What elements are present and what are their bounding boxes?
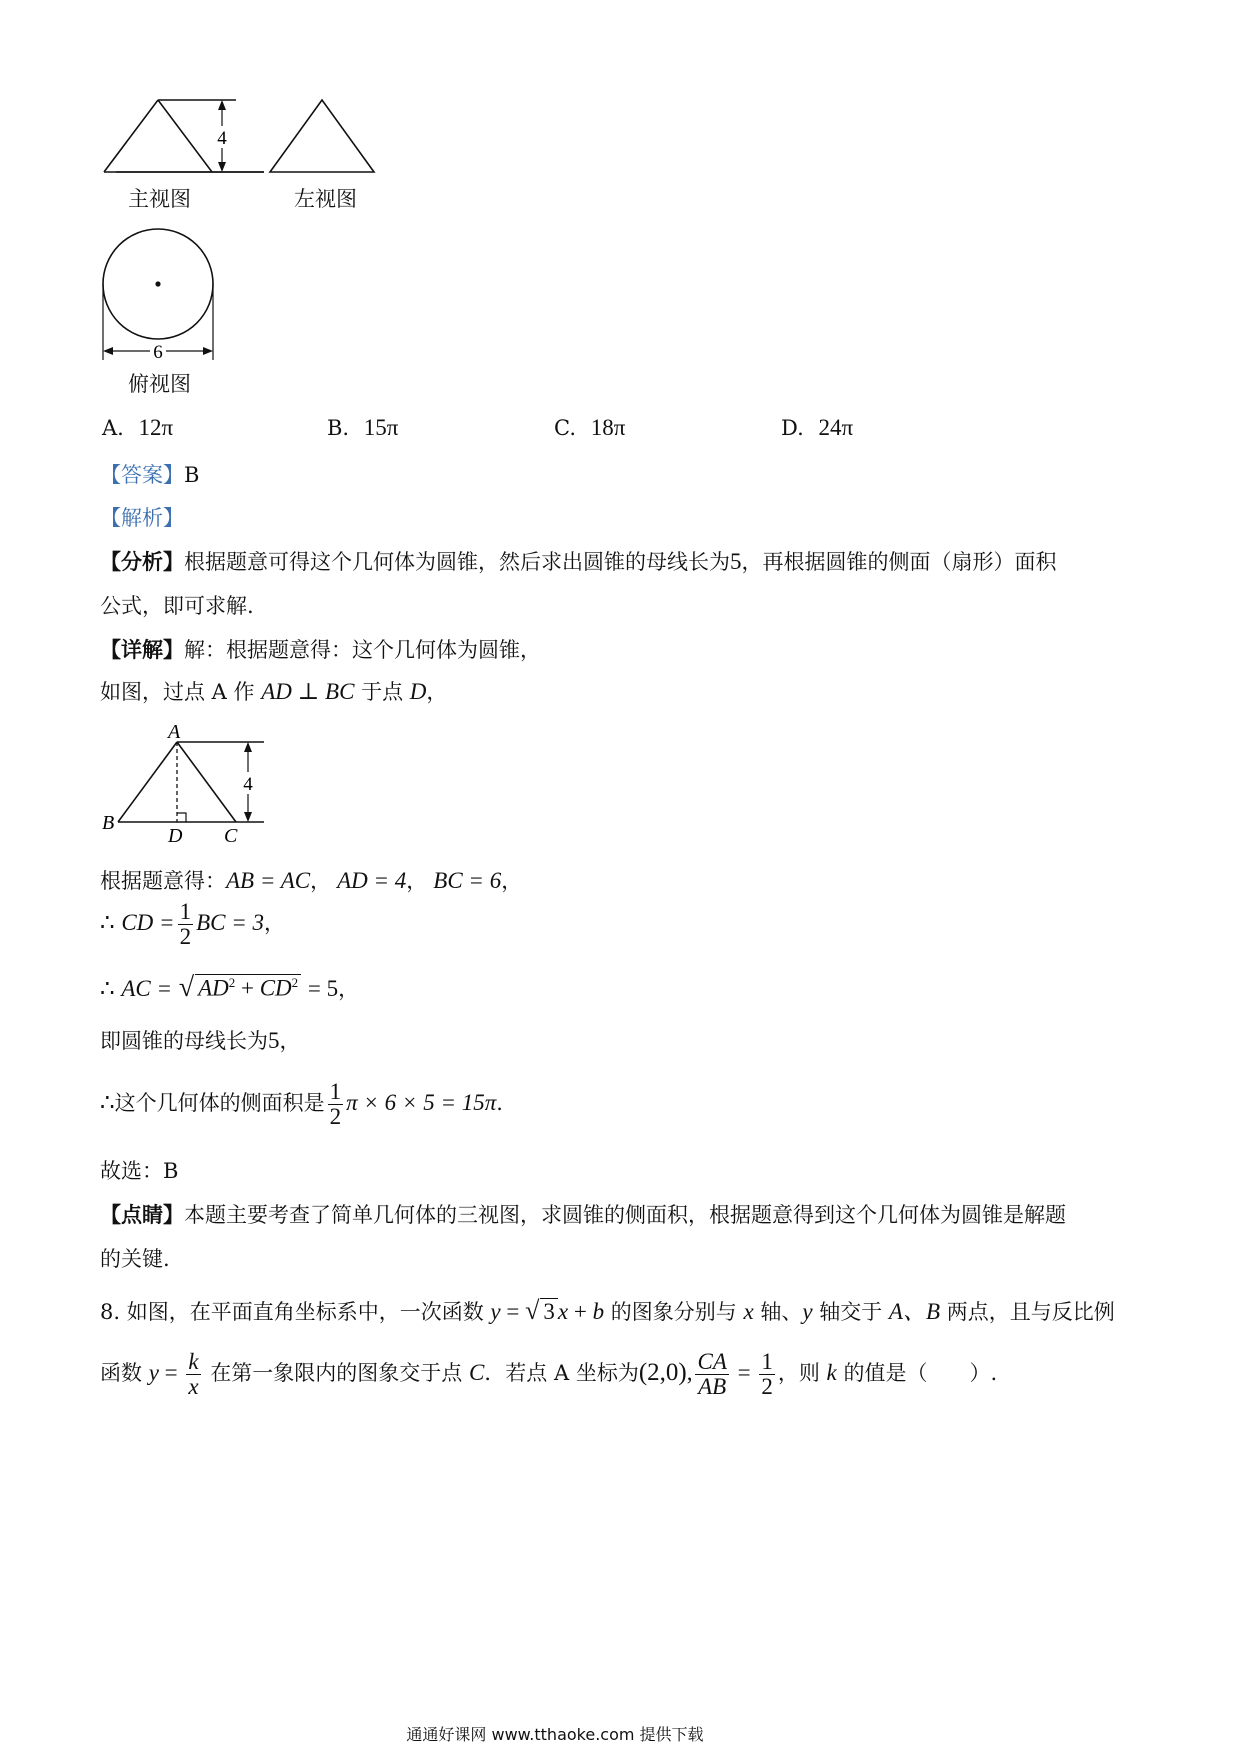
comment-tag: 【点睛】	[100, 1202, 184, 1227]
choice-b[interactable]	[327, 415, 398, 441]
choose-line: 故选：B	[100, 1159, 179, 1183]
vertex-b-label: B	[102, 812, 115, 834]
lateral-line: ∴这个几何体的侧面积是 $\frac{1}{2}$ π × 6 × 5 = 15π.	[100, 1079, 503, 1129]
ac-lhs: AC =	[121, 976, 172, 1001]
detail-text-2c: ，	[426, 680, 448, 704]
front-view-figure	[100, 100, 280, 190]
q8-text-2d: ．若点 A 坐标为	[484, 1361, 639, 1385]
q8-eq: =	[500, 1299, 526, 1324]
given-text: 根据题意得：	[100, 869, 226, 893]
comment-line-2: 的关键.	[100, 1247, 170, 1271]
given-line: 根据题意得：AB = AC， AD = 4， BC = 6，	[100, 868, 523, 893]
choice-a[interactable]	[102, 415, 173, 441]
choice-b-letter: B.	[327, 416, 350, 440]
triangle-height-label: 4	[243, 774, 253, 795]
slant-text: 即圆锥的母线长为	[100, 1029, 268, 1053]
given-eq2: AD = 4	[337, 868, 407, 893]
therefore-2: ∴	[100, 976, 115, 1001]
detail-line-2	[100, 676, 447, 706]
detail-text-1: 解：根据题意得：这个几何体为圆锥，	[184, 638, 541, 662]
lateral-half-den: 2	[329, 1104, 342, 1129]
q8-line-1: 8. 如图，在平面直角坐标系中，一次函数 y = √ 3 x + b 的图象分别与 x 轴、y 轴交于 A、B 两点，且与反比例	[100, 1296, 1115, 1325]
front-view-label: 主视图	[128, 187, 191, 211]
q8-text-2b: 在第一象限内的图象交于点	[203, 1361, 469, 1385]
detail-line-1	[100, 634, 541, 664]
comment-line-1	[100, 1199, 1066, 1229]
detail-perp: ⊥	[291, 679, 326, 704]
analysis-text-1b: ，再根据圆锥的侧面（扇形）面积	[741, 550, 1057, 574]
ac-rhs: = 5	[307, 976, 339, 1001]
vertex-a-label: A	[168, 721, 181, 743]
height-label-front: 4	[217, 128, 227, 149]
detail-bc: BC	[325, 679, 355, 704]
half-num: 1	[179, 899, 192, 924]
detail-text-2b: 于点	[354, 680, 410, 704]
choice-c-letter: C.	[554, 416, 576, 440]
ac-ad: AD	[198, 976, 229, 1001]
detail-ad: AD	[261, 679, 292, 704]
left-view-label: 左视图	[294, 187, 357, 211]
q8-frac-x: x	[188, 1374, 199, 1399]
q8-text-1d: 轴交于	[812, 1300, 889, 1324]
answer-line	[100, 459, 199, 489]
vertex-c-label: C	[224, 825, 238, 847]
q8-comma: ,	[686, 1360, 693, 1385]
lateral-text: 这个几何体的侧面积是	[114, 1091, 325, 1115]
choice-d-letter: D.	[781, 416, 804, 440]
ac-plus: +	[235, 976, 260, 1001]
given-eq1: AB = AC	[226, 868, 311, 893]
choice-d-value: 24π	[818, 415, 854, 440]
choice-c-value: 18π	[590, 415, 626, 440]
q8-point-c: C	[468, 1360, 485, 1385]
width-label-top: 6	[153, 342, 163, 363]
therefore-1: ∴	[100, 910, 115, 935]
analysis-line-2: 公式，即可求解.	[100, 594, 254, 618]
comment-text-1: 本题主要考查了简单几何体的三视图，求圆锥的侧面积，根据题意得到这个几何体为圆锥是解题	[184, 1203, 1066, 1227]
q8-ratio-eq: =	[731, 1360, 757, 1385]
half-den: 2	[179, 924, 192, 949]
q8-ratio-num: 1	[761, 1349, 773, 1374]
lateral-half-num: 1	[329, 1079, 342, 1104]
q8-ab: A、B	[888, 1299, 941, 1324]
q8-text-1e: 两点，且与反比例	[940, 1300, 1115, 1324]
analysis-num: 5	[730, 549, 742, 574]
detail-tag: 【详解】	[100, 637, 184, 662]
choice-b-value: 15π	[363, 415, 399, 440]
answer-tag: 【答案】	[100, 463, 184, 487]
lateral-expr: π × 6 × 5 = 15π	[346, 1090, 497, 1115]
top-view-figure	[100, 228, 220, 363]
lateral-fraction	[328, 1080, 344, 1129]
analysis-line-1	[100, 546, 1057, 576]
q8-k: k	[826, 1360, 837, 1385]
choice-c[interactable]	[554, 415, 625, 441]
q8-b: b	[592, 1299, 605, 1324]
q8-plus: +	[568, 1299, 593, 1324]
ac-radicand	[195, 974, 301, 1002]
q8-k-over-x	[186, 1350, 200, 1399]
choice-a-value: 12π	[138, 415, 174, 440]
sq-2: 2	[291, 975, 299, 991]
cd-line: ∴ CD = $\frac{1}{2}$ BC = 3，	[100, 899, 285, 949]
q8-x: x	[557, 1299, 569, 1324]
ac-line: ∴ AC = √ $AD^2 + CD^2 = 5$，	[100, 972, 360, 1003]
q8-text-1b: 的图象分别与	[604, 1300, 744, 1324]
left-view-figure	[268, 100, 378, 175]
q8-frac-k: k	[188, 1349, 199, 1374]
analysis-tag: 【解析】	[100, 506, 184, 530]
q8-frac-ab: AB	[698, 1374, 727, 1399]
answer-value: B	[184, 463, 200, 487]
top-view-label: 俯视图	[128, 372, 191, 396]
ac-cd: CD	[259, 976, 292, 1001]
slant-num: 5	[268, 1028, 280, 1053]
vertex-d-label: D	[168, 825, 183, 847]
half-fraction	[178, 900, 194, 949]
q8-half	[759, 1350, 775, 1399]
q8-text-1c: 轴、	[753, 1300, 803, 1324]
footer-text[interactable]: 通通好课网 www.tthaoke.com 提供下载	[406, 1725, 704, 1744]
q8-yaxis: y	[802, 1299, 813, 1324]
q8-line-2	[100, 1350, 997, 1399]
given-eq3: BC = 6	[433, 868, 502, 893]
q8-coord: (2,0)	[638, 1359, 687, 1386]
analysis-text-1a: 根据题意可得这个几何体为圆锥，然后求出圆锥的母线长为	[184, 550, 730, 574]
detail-text-2a: 如图，过点 A 作	[100, 680, 262, 704]
slant-line	[100, 1025, 301, 1055]
slant-text-b: ，	[279, 1029, 301, 1053]
q8-frac-ca: CA	[697, 1349, 727, 1374]
q8-func-eq: =	[158, 1360, 184, 1385]
cd-rhs: BC = 3	[196, 910, 264, 935]
q8-func-y: y	[148, 1360, 159, 1385]
q8-text-1a: 8. 如图，在平面直角坐标系中，一次函数	[100, 1300, 491, 1324]
q8-text-2e: ，则	[777, 1361, 827, 1385]
choice-a-letter: A.	[102, 416, 124, 440]
q8-text-2f: 的值是（ ）.	[836, 1361, 998, 1385]
q8-ratio-den: 2	[761, 1374, 773, 1399]
q8-text-2a: 函数	[100, 1361, 149, 1385]
q8-y: y	[490, 1299, 501, 1324]
sq-1: 2	[228, 975, 236, 991]
detail-d: D	[409, 679, 427, 704]
choice-d[interactable]	[781, 415, 853, 441]
triangle-figure	[100, 718, 270, 848]
q8-ca-over-ab	[695, 1350, 728, 1399]
therefore-3: ∴	[100, 1090, 115, 1115]
q8-xaxis: x	[743, 1299, 754, 1324]
analysis-tag-fenxi: 【分析】	[100, 549, 184, 574]
cd-lhs: CD =	[121, 910, 175, 935]
q8-sqrt3: 3	[540, 1298, 558, 1325]
